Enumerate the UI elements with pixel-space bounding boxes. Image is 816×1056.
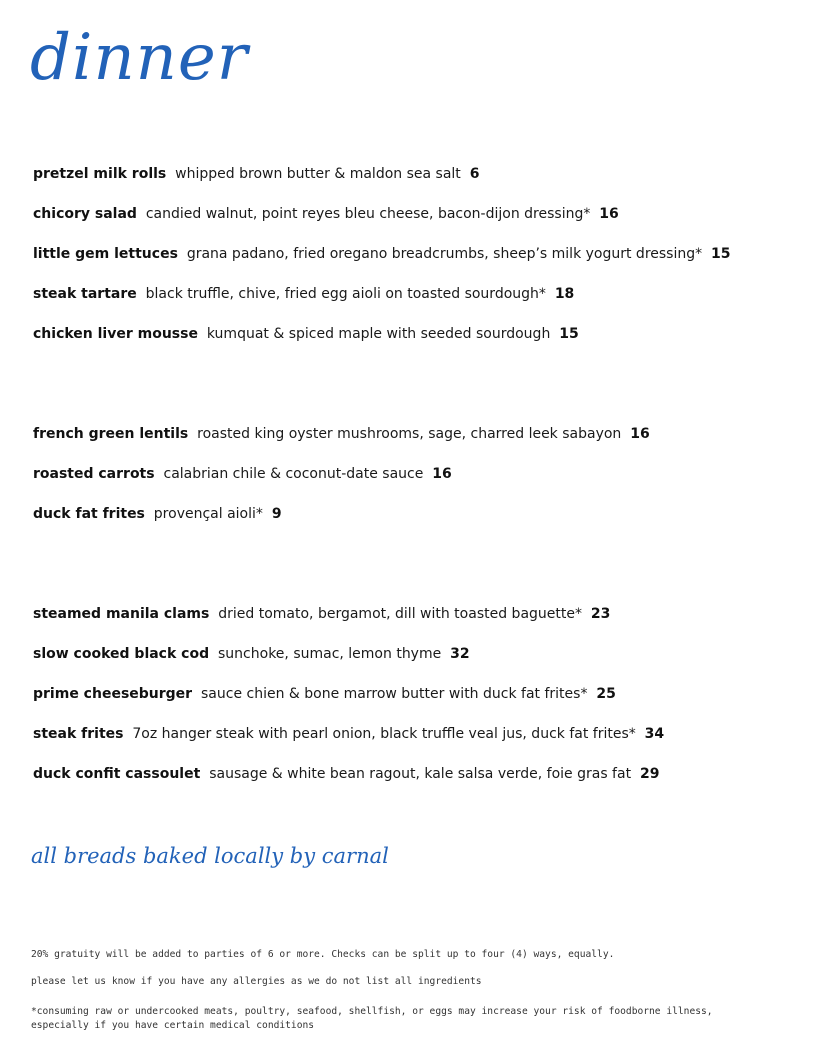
- item-name: prime cheeseburger: [33, 686, 193, 702]
- item-description: candied walnut, point reyes bleu cheese, bacon-dijon dressing*: [145, 206, 591, 222]
- item-description: sauce chien & bone marrow butter with duck fat frites*: [201, 686, 588, 702]
- item-name: steak frites: [33, 726, 124, 742]
- menu-item: [33, 245, 731, 263]
- menu-item: [33, 425, 650, 443]
- item-description: sunchoke, sumac, lemon thyme: [218, 646, 442, 662]
- item-name: steamed manila clams: [33, 606, 210, 622]
- item-price: 9: [271, 506, 282, 522]
- bread-tagline: all breads baked locally by carnal: [31, 844, 389, 868]
- gratuity-note: 20% gratuity will be added to parties of 6 or more. Checks can be split up to four (4) ways, equally.: [31, 949, 615, 960]
- item-description: grana padano, fried oregano breadcrumbs, sheep’s milk yogurt dressing*: [186, 246, 703, 262]
- item-price: 18: [554, 286, 575, 302]
- item-name: steak tartare: [33, 286, 137, 302]
- menu-title: dinner: [30, 21, 249, 95]
- item-name: roasted carrots: [33, 466, 155, 482]
- menu-item: [33, 165, 479, 183]
- item-price: 6: [469, 166, 480, 182]
- food-safety-disclaimer: *consuming raw or undercooked meats, poultry, seafood, shellfish, or eggs may increase your risk of foodborne illness, especially if you have certain medical conditions: [31, 1006, 713, 1031]
- item-description: whipped brown butter & maldon sea salt: [175, 166, 461, 182]
- item-description: roasted king oyster mushrooms, sage, charred leek sabayon: [197, 426, 622, 442]
- menu-item: [33, 285, 574, 303]
- item-price: 34: [644, 726, 665, 742]
- item-description: black truffle, chive, fried egg aioli on toasted sourdough*: [145, 286, 546, 302]
- item-description: 7oz hanger steak with pearl onion, black truffle veal jus, duck fat frites*: [132, 726, 636, 742]
- item-price: 25: [596, 686, 616, 702]
- item-description: kumquat & spiced maple with seeded sourdough: [206, 326, 551, 342]
- item-name: pretzel milk rolls: [33, 166, 167, 182]
- menu-item: [33, 505, 282, 523]
- item-name: little gem lettuces: [33, 246, 178, 262]
- item-name: chicken liver mousse: [33, 326, 198, 342]
- item-description: sausage & white bean ragout, kale salsa verde, foie gras fat: [209, 766, 632, 782]
- item-name: slow cooked black cod: [33, 646, 210, 662]
- item-price: 29: [639, 766, 660, 782]
- menu-item: [33, 685, 616, 703]
- item-price: 16: [599, 206, 619, 222]
- item-price: 15: [711, 246, 731, 262]
- menu-item: [33, 205, 619, 223]
- item-price: 16: [630, 426, 650, 442]
- menu-item: [33, 725, 664, 743]
- item-description: dried tomato, bergamot, dill with toasted baguette*: [218, 606, 582, 622]
- menu-item: [33, 465, 452, 483]
- item-name: chicory salad: [33, 206, 137, 222]
- item-name: duck fat frites: [33, 506, 145, 522]
- item-name: french green lentils: [33, 426, 189, 442]
- item-description: calabrian chile & coconut-date sauce: [163, 466, 424, 482]
- allergy-note: please let us know if you have any allergies as we do not list all ingredients: [31, 976, 482, 987]
- menu-item: [33, 645, 470, 663]
- item-price: 15: [559, 326, 579, 342]
- item-price: 32: [450, 646, 470, 662]
- item-name: duck confit cassoulet: [33, 766, 201, 782]
- item-price: 23: [590, 606, 611, 622]
- item-price: 16: [432, 466, 452, 482]
- menu-item: [33, 765, 659, 783]
- item-description: provençal aioli*: [153, 506, 263, 522]
- menu-item: [33, 605, 610, 623]
- menu-item: [33, 325, 579, 343]
